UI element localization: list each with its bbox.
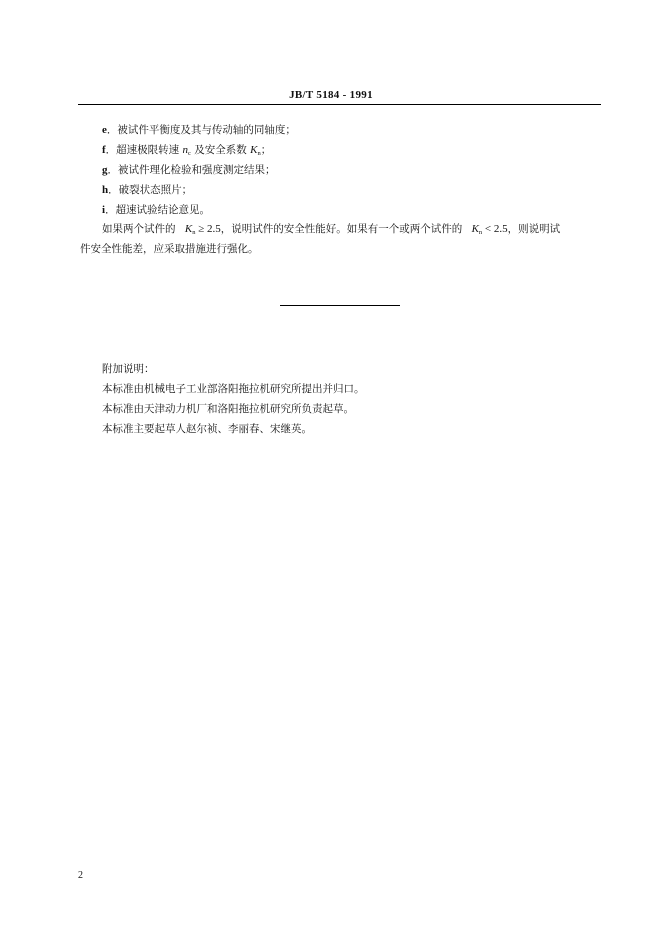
item-marker: i bbox=[102, 204, 106, 216]
conclusion-paragraph-line2: 件安全性能差，应采取措施进行强化。 bbox=[80, 243, 259, 255]
variable-k: K bbox=[250, 144, 258, 156]
notes-line: 本标准由天津动力机厂和洛阳拖拉机研究所负责起草。 bbox=[102, 403, 354, 415]
paragraph-text: ，说明试件的安全性能好。如果有一个或两个试件的 bbox=[220, 223, 463, 235]
variable-k-subscript: n bbox=[192, 229, 196, 236]
item-marker: f bbox=[102, 144, 106, 156]
notes-title: 附加说明： bbox=[102, 363, 155, 375]
marker-separator: ． bbox=[105, 204, 116, 216]
notes-line: 本标准由机械电子工业部洛阳拖拉机研究所提出并归口。 bbox=[102, 383, 365, 395]
variable-k-subscript: n bbox=[257, 150, 261, 157]
item-text: 被试件平衡度及其与传动轴的同轴度； bbox=[117, 124, 296, 136]
condition-unsafe: < 2.5 bbox=[482, 223, 508, 235]
notes-line: 本标准主要起草人赵尔祯、李丽春、宋继英。 bbox=[102, 423, 312, 435]
list-item-g bbox=[102, 163, 276, 177]
variable-n: n bbox=[182, 144, 189, 156]
section-end-rule bbox=[280, 305, 400, 306]
variable-n-subscript: c bbox=[188, 150, 191, 157]
item-marker: h bbox=[102, 184, 109, 196]
variable-k: K bbox=[184, 223, 193, 235]
item-text: 被试件理化检验和强度测定结果； bbox=[118, 164, 276, 176]
list-item-e bbox=[102, 123, 296, 137]
list-item-h bbox=[102, 183, 192, 197]
page-number: 2 bbox=[78, 870, 83, 881]
conclusion-paragraph-line1 bbox=[102, 222, 560, 240]
marker-separator: ． bbox=[105, 144, 117, 156]
condition-safe: ≥ 2.5 bbox=[195, 223, 221, 235]
item-text: 破裂状态照片； bbox=[118, 184, 193, 196]
marker-separator: ． bbox=[107, 164, 118, 176]
item-marker: e bbox=[102, 124, 107, 136]
paragraph-text: ，则说明试 bbox=[507, 223, 561, 235]
item-marker: g bbox=[102, 164, 108, 176]
item-text-mid: 及安全系数 bbox=[194, 144, 247, 156]
item-text: 超速极限转速 bbox=[116, 144, 180, 156]
variable-k: K bbox=[471, 223, 479, 235]
list-item-f bbox=[102, 143, 271, 161]
document-code: JB/T 5184 - 1991 bbox=[289, 89, 373, 101]
item-text-end: ； bbox=[260, 144, 272, 156]
item-text: 超速试验结论意见。 bbox=[115, 204, 211, 216]
variable-k-subscript: n bbox=[478, 229, 483, 236]
list-item-i bbox=[102, 203, 210, 217]
marker-separator: ． bbox=[106, 124, 118, 136]
paragraph-text: 如果两个试件的 bbox=[102, 223, 176, 235]
header-divider bbox=[78, 104, 601, 105]
marker-separator: ． bbox=[108, 184, 119, 196]
